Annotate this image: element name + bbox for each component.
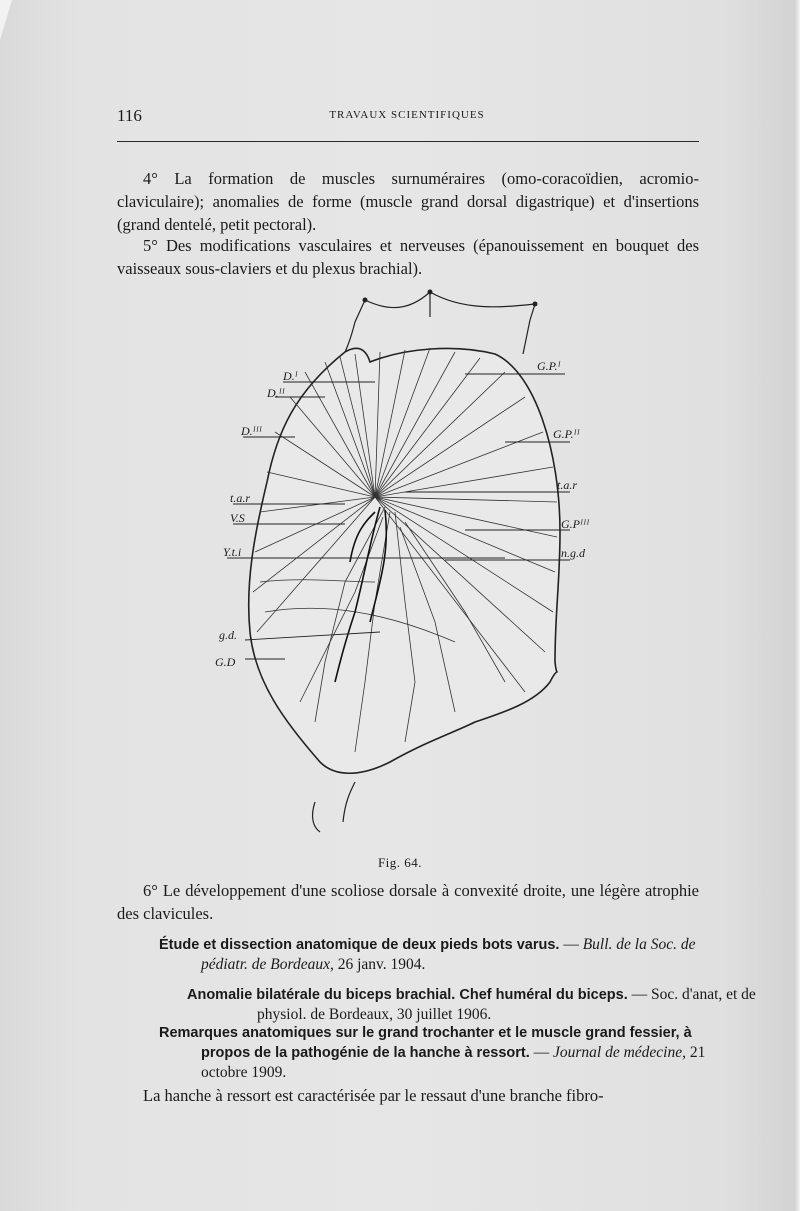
figure-label-VS: V.S bbox=[230, 511, 245, 525]
paragraph-continuation: La hanche à ressort est caractérisée par le ressaut d'une branche fibro- bbox=[143, 1086, 604, 1105]
figure-label-Yti: Y.t.i bbox=[223, 545, 242, 559]
bibliography-entry bbox=[159, 1023, 741, 1083]
figure-caption: Fig. 64. bbox=[377, 855, 423, 870]
figure-label-DI: D.ᴵ bbox=[283, 369, 298, 383]
paragraph-4: 4° La formation de muscles surnuméraires (omo-coracoïdien, acromio-claviculaire); anomalies de forme (muscle grand dorsal digastrique) et d'insertions (grand dentelé, petit pectoral). bbox=[117, 169, 699, 234]
bib-dash: — bbox=[627, 986, 652, 1003]
bibliography-entry bbox=[187, 985, 769, 1025]
page-fold-corner bbox=[0, 0, 12, 40]
paragraph-5: 5° Des modifications vasculaires et nerveuses (épanouissement en bouquet des vaisseaux sous-claviers et du plexus brachial). bbox=[117, 236, 699, 278]
figure-label-GD: G.D bbox=[215, 655, 236, 669]
figure-label-DII: D.ᴵᴵ bbox=[267, 386, 285, 400]
ligature bbox=[313, 802, 320, 832]
page-header bbox=[117, 106, 697, 126]
running-head: TRAVAUX SCIENTIFIQUES bbox=[329, 109, 485, 121]
figure-label-ngd: n.g.d bbox=[561, 546, 585, 560]
figure-label-tar-left: t.a.r bbox=[230, 491, 251, 505]
bibliography-entry bbox=[159, 935, 741, 975]
ligature bbox=[343, 782, 355, 822]
paragraph-6: 6° Le développement d'une scoliose dorsale à convexité droite, une légère atrophie des clavicules. bbox=[117, 881, 699, 923]
page-edge bbox=[794, 0, 800, 1211]
figure-label-tar-right: t.a.r bbox=[557, 478, 578, 492]
anatomical-figure bbox=[205, 282, 590, 852]
bib-dash: — bbox=[559, 936, 583, 953]
header-rule bbox=[117, 141, 699, 142]
dissection-outline bbox=[249, 348, 560, 773]
page-number: 116 bbox=[117, 106, 142, 125]
muscle-dissection-drawing bbox=[205, 282, 590, 852]
figure-label-GPI: G.P.ᴵ bbox=[537, 359, 561, 373]
pin-mark bbox=[363, 298, 368, 303]
bib-date: 21 octobre 1909. bbox=[201, 1044, 706, 1081]
pin-mark bbox=[428, 290, 433, 295]
bib-dash: — bbox=[529, 1044, 553, 1061]
bib-journal: Journal de médecine, bbox=[553, 1044, 686, 1061]
figure-label-DIII: D.ᴵᴵᴵ bbox=[241, 424, 263, 438]
bib-title: Remarques anatomiques sur le grand trochanter et le muscle grand fessier, à propos de la pathogénie de la hanche à ressort. bbox=[159, 1025, 692, 1061]
bib-journal: Bull. de la Soc. de pédiatr. de Bordeaux, bbox=[201, 936, 696, 973]
bib-date: 30 juillet 1906. bbox=[393, 1006, 492, 1023]
bib-journal: Soc. d'anat, et de physiol. de Bordeaux, bbox=[257, 986, 756, 1023]
figure-label-gd: g.d. bbox=[219, 628, 237, 642]
bib-date: 26 janv. 1904. bbox=[333, 956, 426, 973]
pin-mark bbox=[533, 302, 538, 307]
figure-label-GPII: G.P.ᴵᴵ bbox=[553, 427, 580, 441]
bib-title: Étude et dissection anatomique de deux pieds bots varus. bbox=[159, 937, 560, 953]
suspension-strings bbox=[345, 292, 535, 354]
figure-label-GPIII: G.Pᴵᴵᴵ bbox=[561, 517, 590, 531]
bib-title: Anomalie bilatérale du biceps brachial. Chef huméral du biceps. bbox=[187, 987, 628, 1003]
